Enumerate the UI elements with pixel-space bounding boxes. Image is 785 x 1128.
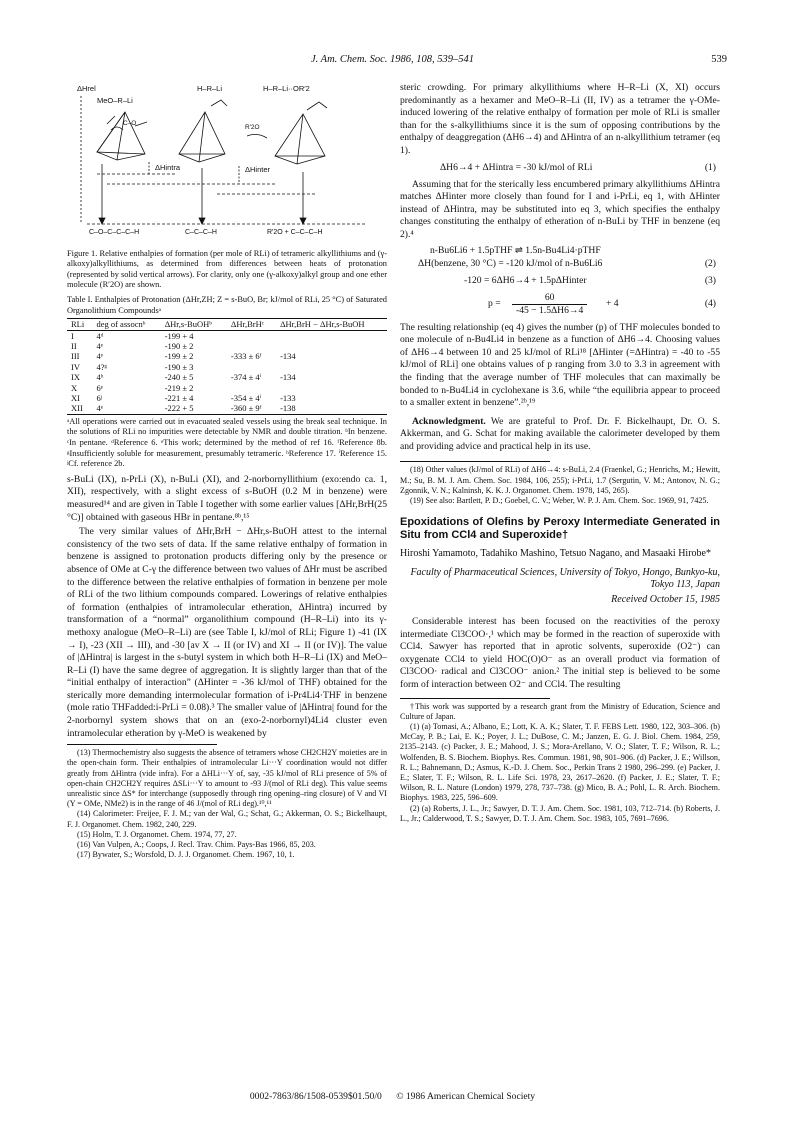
table-1-header-sbuoh: ΔHr,s-BuOHᵇ bbox=[161, 319, 227, 330]
fig-label-c-o: C–O bbox=[123, 120, 137, 127]
table-cell: -133 bbox=[280, 393, 296, 403]
fig-label-meo-r-li: MeO–R–Li bbox=[97, 96, 133, 105]
article-2-footnotes bbox=[400, 702, 720, 824]
page-footer bbox=[0, 1091, 785, 1102]
table-cell: -221 ± 4 bbox=[164, 393, 194, 403]
table-cell bbox=[227, 330, 276, 341]
equation-4-denominator: -45 − 1.5ΔH6→4 bbox=[516, 305, 584, 317]
table-cell: -333 ± 6ᶠ bbox=[230, 351, 262, 362]
table-1 bbox=[67, 318, 387, 415]
equation-3-text: -120 = 6ΔH6→4 + 1.5pΔHinter bbox=[464, 274, 587, 286]
table-cell bbox=[276, 383, 387, 393]
left-column bbox=[67, 82, 387, 860]
table-1-header-brh: ΔHr,BrHᶜ bbox=[227, 319, 276, 330]
fig-label-r2o: R′2O bbox=[245, 124, 260, 131]
footnote-divider bbox=[67, 744, 217, 745]
table-cell: -134 bbox=[280, 372, 296, 383]
fig-cluster-hrli bbox=[179, 112, 225, 154]
table-cell: -219 ± 2 bbox=[164, 382, 194, 393]
table-1-caption: Table I. Enthalpies of Protonation (ΔHr,ZH; Z = s-BuO, Br; kJ/mol of RLi, 25 °C) of Saturated Organolithium Compoundsᵃ bbox=[67, 294, 387, 315]
table-1-header-difference: ΔHr,BrH − ΔHr,s-BuOH bbox=[276, 319, 387, 330]
table-cell bbox=[276, 330, 387, 341]
equation-2a-text: n-Bu6Li6 + 1.5pTHF ⇌ 1.5n-Bu4Li4·pTHF bbox=[430, 244, 601, 256]
equation-4-lhs: p = bbox=[488, 297, 501, 309]
table-cell: 4ᵉ bbox=[96, 340, 103, 351]
equation-4-number: (4) bbox=[704, 297, 716, 309]
left-paragraph-1: s-BuLi (IX), n-PrLi (X), n-BuLi (XI), and 2-norbornyllithium (exo:endo ca. 1, XII), respectively, with a slight excess of s-BuOH (0.2 M in benzene) were measured¹⁴ and are given in Table I together with some earlier values [ΔHr,BrH(25 °C)] obtained with gaseous HBr in pentane.⁸ᵇ,¹⁵ bbox=[67, 473, 387, 523]
right-footnotes bbox=[400, 465, 720, 506]
table-cell: X bbox=[71, 382, 78, 393]
table-cell bbox=[227, 341, 276, 351]
table-cell: IX bbox=[71, 372, 80, 383]
equation-1-text: ΔH6→4 + ΔHintra = -30 kJ/mol of RLi bbox=[440, 161, 593, 173]
acknowledgment-text: We are grateful to Prof. Dr. F. Bickelhaupt, Dr. O. S. Akkerman, and G. Schat for making available the calorimeter developed by them and providing advice and practical help in its use. bbox=[400, 415, 720, 452]
table-row bbox=[67, 372, 387, 382]
table-1-header-assoc: deg of assocnᵇ bbox=[92, 319, 160, 330]
fig-label-delta-h-rel: ΔHrel bbox=[77, 84, 96, 93]
equation-1-number: (1) bbox=[704, 161, 716, 173]
fig-label-h-r-li-or2: H–R–Li··OR′2 bbox=[263, 84, 310, 93]
page-number: 539 bbox=[711, 54, 727, 65]
article-2-affiliation: Faculty of Pharmaceutical Sciences, University of Tokyo, Hongo, Bunkyo-ku, Tokyo 113, Japan bbox=[410, 566, 720, 591]
right-paragraph-1: steric crowding. For primary alkyllithiums where H–R–Li (X, XI) occurs predominantly as a hexamer and MeO–R–Li (II, IV) as a tetramer the γ-OMe-induced lowering of the relative enthalpy of formation per mole of RLi is smaller than for the s-alkyllithiums since it is the sum of opposing contributions by the enthalpy of deaggregation (ΔH6→4) and ΔHintra of an n-alkyllithium tetramer (eq 1). bbox=[400, 82, 720, 156]
table-cell: III bbox=[71, 351, 80, 362]
acknowledgment-heading: Acknowledgment. bbox=[412, 415, 486, 427]
table-cell: -134 bbox=[280, 351, 296, 362]
table-cell bbox=[227, 362, 276, 372]
footer-copyright: © 1986 American Chemical Society bbox=[396, 1091, 536, 1102]
table-row bbox=[67, 330, 387, 341]
equation-4-numerator: 60 bbox=[512, 292, 587, 306]
fig-label-delta-h-intra: ΔHintra bbox=[155, 163, 181, 172]
table-cell bbox=[227, 383, 276, 393]
equation-4-fraction bbox=[512, 292, 587, 318]
table-cell: -199 ± 2 bbox=[164, 351, 194, 362]
fig-label-product-2: C–C–C–H bbox=[185, 229, 217, 236]
footnote-divider bbox=[400, 698, 550, 699]
fig-label-product-3: R′2O + C–C–C–H bbox=[267, 229, 323, 236]
equation-2-number: (2) bbox=[704, 257, 716, 269]
equation-1 bbox=[400, 162, 720, 175]
table-cell: -222 + 5 bbox=[161, 403, 227, 414]
equation-3-number: (3) bbox=[704, 274, 716, 286]
footnote-14: (14) Calorimeter: Freijee, F. J. M.; van der Wal, G.; Schat, G.; Akkerman, O. S.; Bickelhaupt, F. J. Organomet. Chem. 1982, 240, 229. bbox=[67, 809, 387, 829]
footnote-19: (19) See also: Bartlett, P. D.; Goebel, C. V.; Weber, W. P. J. Am. Chem. Soc. 1969, 91, 7425. bbox=[410, 496, 709, 506]
table-cell: XI bbox=[71, 393, 80, 403]
article-2-footnote-1: (1) (a) Tomasi, A.; Albano, E.; Lott, K. A. K.; Slater, T. F. FEBS Lett. 1980, 122, 303–306. (b) McCay, P. B.; Lai, E. K.; Poyer, J. L.; DuBose, C. M.; Janzen, E. G. J. Biol. Chem. 1984, 259, 2135–2143. (c) Packer, J. E.; Mahood, J. S.; Mora-Arellano, V. O.; Slater, T. F.; Wilson, R. L.; Wolfenden, B. S. Biochem. Biophys. Res. Commun. 1981, 98, 901–906. (d) Packer, J. E.; Willson, R. L.; Bahnemann, D.; Asmus, K.-D. J. Chem. Soc., Perkin Trans 2 1980, 296–299. (e) Packer, J. E.; Slater, T. F.; Wilson, R. L. Life Sci. 1978, 23, 2617–2620. (f) Packer, J. E.; Slater, T. F.; Wilson, R. L. Nature (London) 1979, 278, 737–738. (g) Mico, B. A.; Pohl, L. R. Arch. Biochem. Biophys. 1983, 225, 596–609. bbox=[400, 722, 720, 803]
table-cell: -199 + 4 bbox=[164, 330, 194, 341]
acknowledgment bbox=[400, 416, 720, 454]
equation-4-tail: + 4 bbox=[606, 297, 619, 309]
table-cell: 6ᵉ bbox=[96, 382, 103, 393]
footnote-divider bbox=[400, 461, 550, 462]
equation-2a bbox=[400, 245, 720, 258]
table-cell: -190 ± 2 bbox=[164, 340, 194, 351]
footnote-18: (18) Other values (kJ/mol of RLi) of ΔH6→4: s-BuLi, 2.4 (Fraenkel, G.; Henrichs, M.; Hewitt, M.; Su, B. M. J. Am. Chem. Soc. 1984, 106, 255); i-PrLi, 1.7 (Sergutin, V. M.; Antonov, N. G.; Zgonnik, V. N.; Kalninsh, K. K. J. Organomet. Chem. 1978, 145, 265). bbox=[400, 465, 720, 495]
article-2-authors: Hiroshi Yamamoto, Tadahiko Mashino, Tetsuo Nagano, and Masaaki Hirobe* bbox=[400, 548, 711, 560]
footnote-17: (17) Bywater, S.; Worsfold, D. J. J. Organomet. Chem. 1967, 10, 1. bbox=[77, 850, 295, 860]
table-1-header-rli: RLi bbox=[67, 319, 92, 330]
table-cell: -138 bbox=[276, 403, 387, 414]
table-row bbox=[67, 383, 387, 393]
table-cell: -240 ± 5 bbox=[164, 372, 194, 383]
table-cell: II bbox=[71, 340, 77, 351]
footnote-15: (15) Holm, T. J. Organomet. Chem. 1974, 77, 27. bbox=[77, 829, 237, 839]
figure-1-caption: Figure 1. Relative enthalpies of formation (per mole of RLi) of tetrameric alkyllithiums and (γ-alkoxy)alkyllithiums, as determined from differences between heats of protonation (represented by solid vertical arrows). For clarity, only one (γ-alkoxy)alkyl group and one ether molecule (R′2O) are shown. bbox=[67, 248, 387, 290]
table-cell: -190 ± 3 bbox=[164, 361, 194, 372]
fig-label-delta-h-inter: ΔHinter bbox=[245, 165, 271, 174]
table-cell: 6ʲ bbox=[96, 393, 103, 403]
table-cell: 4ʰ bbox=[96, 372, 104, 383]
table-cell: -360 ± 9ᶠ bbox=[227, 403, 276, 414]
article-2-paragraph-1: Considerable interest has been focused on the reactivities of the peroxy intermediate Cl3COO·,¹ which may be formed in the reaction of superoxide with CCl4. Sawyer has reported that in aprotic solvents, superoxide (O2⁻) can oxygenate CCl4 to yield HOC(O)O⁻ as an overall product via formation of Cl3COO· radical and Cl3COO⁻ anion.² The initial step is believed to be some form of interaction between O2⁻ and CCl4. The resulting bbox=[400, 616, 720, 691]
figure-1-diagram bbox=[67, 82, 387, 238]
article-2-footnote-2: (2) (a) Roberts, J. L., Jr.; Sawyer, D. T. J. Am. Chem. Soc. 1981, 103, 712–714. (b) Roberts, J. L., Jr.; Calderwood, T. S.; Sawyer, D. T. J. Am. Chem. Soc. 1983, 105, 7691–7696. bbox=[400, 803, 720, 823]
equation-2b bbox=[400, 258, 720, 271]
article-2-footnote-dagger: †This work was supported by a research grant from the Ministry of Education, Science and Culture of Japan. bbox=[400, 701, 720, 721]
article-2-received: Received October 15, 1985 bbox=[611, 593, 720, 605]
running-header bbox=[0, 54, 785, 70]
table-cell: 4?ᵍ bbox=[96, 361, 108, 372]
table-row bbox=[67, 341, 387, 351]
equation-2b-text: ΔH(benzene, 30 °C) = -120 kJ/mol of n-Bu6Li6 bbox=[418, 257, 603, 269]
article-2-title: Epoxidations of Olefins by Peroxy Intermediate Generated in Situ from CCl4 and Superoxide† bbox=[400, 516, 720, 542]
table-cell: 4ᵈ bbox=[96, 330, 104, 341]
left-paragraph-2: The very similar values of ΔHr,BrH − ΔHr,s-BuOH attest to the internal consistency of the two sets of data. If the same relative enthalpy of formation in benzene is assigned to protonation products differing only by the presence or absence of OMe at C-γ the difference between two values of ΔHr must be ascribed to the difference between the relative enthalpies of formation in benzene per mole of RLi of the two lithium compounds compared. Lowerings of relative enthalpies of formation (enthalpies of intramolecular etheration, ΔHintra) incurred by transformation of a “normal” organolithium compound (H–R–Li) into its γ-methoxy analogue (MeO–R–Li) are (see Table I, kJ/mol of RLi; Figure 1) -41 (IX → I), -23 (XII → III), and -30 [av X → II (or IV) and XI → II (or IV)]. The value of |ΔHintra| is largest in the s-butyl system in which both H–R–Li (IX) and MeO–R–Li (I) have the same degree of aggregation. It is slightly larger than that of the “initial enthalpy of interaction” (ΔHinter = -36 kJ/mol of THF) obtained for the sterically more demanding intermolecular formation of i-Pr4Li4·THF in benzene (mole ratio THFadded:i-PrLi = 0.08).³ The smaller value of |ΔHintra| found for the 2-norbornyl system shows that on an (exo-2-norbornyl)4Li4 cluster even intramolecular etheration by γ-MeO is weakened by bbox=[67, 526, 387, 739]
table-cell: IV bbox=[71, 361, 80, 372]
table-row bbox=[67, 362, 387, 372]
table-row bbox=[67, 351, 387, 361]
table-cell: I bbox=[71, 330, 74, 341]
right-paragraph-2: Assuming that for the sterically less encumbered primary alkyllithiums ΔHintra matches ΔHinter more closely than found for I and i-PrLi, eq 1, with ΔHinter instead of ΔHintra, may be substituted into eq 3, which specifies the enthalpy changes constituting the enthalpy of etheration of n-BuLi by THF in benzene (eq 2).⁴ bbox=[400, 178, 720, 240]
table-cell: -374 ± 4ⁱ bbox=[230, 372, 262, 383]
footnote-13: (13) Thermochemistry also suggests the absence of tetramers whose CH2CH2Y moieties are in the open-chain form. Their enthalpies of intramolecular Li···Y coordination would not differ greatly from ΔHintra (vide infra). For a ΔHLi···Y of, say, -35 kJ/mol of RLi presence of 5% of open-chain CH2CH2Y requires ΔSLi···Y to amount to -93 J/(mol of RLi deg). This value seems unrealistic since ΔS* for interchange (supposedly through ring opening–ring closure) of V and VI (Y = OMe, NMe2) is in the range of 46 J/(mol of RLi deg).¹⁰,¹¹ bbox=[67, 748, 387, 809]
right-paragraph-3: The resulting relationship (eq 4) gives the number (p) of THF molecules bonded to one molecule of n-Bu4Li4 in benzene as a function of ΔH6→4. Choosing values of ΔH6→4 between 10 and 25 kJ/mol of RLi¹⁸ [ΔHinter (=ΔHintra) = -40 to -55 kJ/mol of RLi] one obtains values of p ranging from 3.0 to 3.3 in agreement with the finding that the average number of THF molecules that can maximally be bonded to n-Bu4Li4 in cyclohexane is 3.6, while “the equilibria appear to proceed to a smaller extent in benzene”.²ᵇ,¹⁹ bbox=[400, 321, 720, 409]
footer-code: 0002-7863/86/1508-0539$01.50/0 bbox=[249, 1091, 382, 1102]
table-cell: 4ᵉ bbox=[96, 351, 103, 362]
fig-label-product-1: C–O–C–C–C–H bbox=[89, 229, 140, 236]
table-cell: -354 ± 4ⁱ bbox=[230, 393, 262, 403]
table-cell bbox=[276, 362, 387, 372]
fig-cluster-ether bbox=[275, 114, 325, 156]
fig-label-h-r-li: H–R–Li bbox=[197, 84, 223, 93]
table-cell: 4ᵉ bbox=[92, 403, 160, 414]
right-column bbox=[400, 82, 720, 824]
footnote-16: (16) Van Vulpen, A.; Coops, J. Recl. Trav. Chim. Pays-Bas 1966, 85, 203. bbox=[77, 840, 316, 850]
journal-citation: J. Am. Chem. Soc. 1986, 108, 539–541 bbox=[310, 54, 475, 65]
left-footnotes bbox=[67, 748, 387, 860]
table-cell: XII bbox=[67, 403, 92, 414]
table-row bbox=[67, 393, 387, 403]
table-1-footnotes: ᵃAll operations were carried out in evacuated sealed vessels using the break seal technique. In the solutions of RLi no impurities were detectable by NMR and double titration. ᵇIn benzene. ᶜIn pentane. ᵈReference 6. ᵉThis work; determined by the method of ref 16. ᶠReference 8b. ᵍInsufficiently soluble for measurement, presumably tetrameric. ʰReference 17. ⁱReference 15. ʲCf. reference 2b. bbox=[67, 416, 387, 469]
equation-4 bbox=[400, 292, 720, 318]
equation-3 bbox=[400, 275, 720, 288]
table-cell bbox=[276, 341, 387, 351]
table-row bbox=[67, 403, 387, 414]
